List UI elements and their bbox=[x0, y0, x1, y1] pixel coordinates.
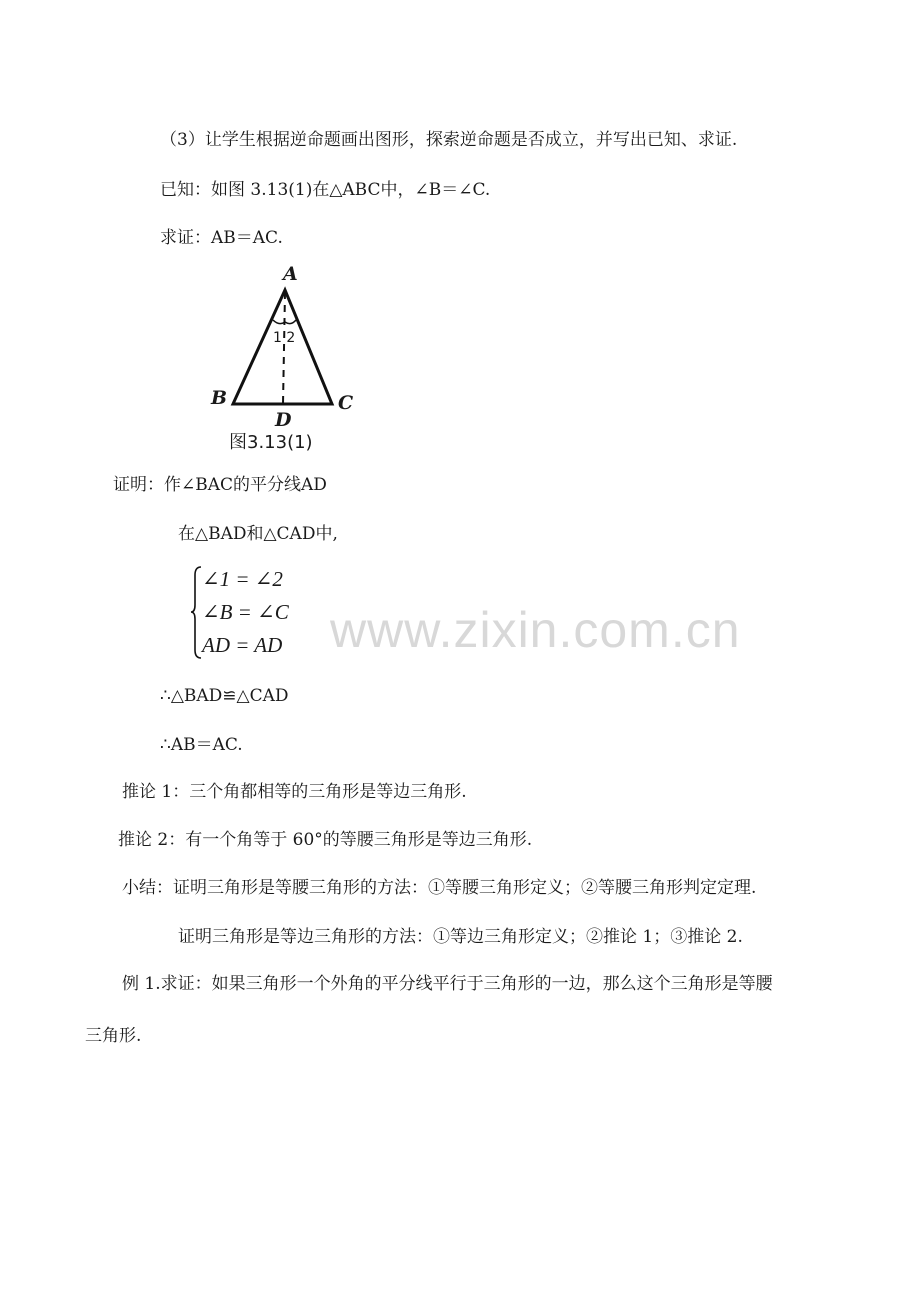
equation-system bbox=[190, 565, 330, 660]
equation-angle-b-c: ∠B = ∠C bbox=[202, 600, 289, 624]
corollary-1: 推论 1：三个角都相等的三角形是等边三角形. bbox=[122, 782, 467, 802]
angle-arc-2 bbox=[285, 320, 296, 324]
prove-paragraph: 求证：AB＝AC. bbox=[160, 228, 283, 248]
equation-angle-1-2: ∠1 = ∠2 bbox=[202, 567, 283, 591]
figure-caption: 图3.13(1) bbox=[229, 432, 313, 453]
therefore-congruent: ∴△BAD≌△CAD bbox=[160, 686, 289, 706]
step3-paragraph: （3）让学生根据逆命题画出图形，探索逆命题是否成立，并写出已知、求证. bbox=[160, 130, 738, 150]
summary-1: 小结：证明三角形是等腰三角形的方法：①等腰三角形定义；②等腰三角形判定定理. bbox=[122, 878, 757, 898]
angle-arc-1 bbox=[273, 320, 285, 324]
corollary-2: 推论 2：有一个角等于 60°的等腰三角形是等边三角形. bbox=[118, 830, 533, 850]
point-d-label: D bbox=[275, 409, 292, 431]
bisector-ad bbox=[283, 292, 285, 404]
example-1-line-2: 三角形. bbox=[85, 1026, 142, 1046]
watermark: www.zixin.com.cn bbox=[330, 602, 741, 658]
in-triangles-line: 在△BAD和△CAD中, bbox=[178, 524, 338, 544]
angle-marks-label: 1 2 bbox=[273, 330, 296, 346]
summary-2: 证明三角形是等边三角形的方法：①等边三角形定义；②推论 1；③推论 2. bbox=[178, 927, 743, 947]
triangle-figure bbox=[205, 262, 370, 462]
example-1-line-1: 例 1.求证：如果三角形一个外角的平分线平行于三角形的一边，那么这个三角形是等腰 bbox=[122, 974, 773, 994]
given-paragraph: 已知：如图 3.13(1)在△ABC中，∠B＝∠C. bbox=[160, 180, 491, 200]
therefore-equal: ∴AB＝AC. bbox=[160, 735, 243, 755]
proof-intro: 证明：作∠BAC的平分线AD bbox=[113, 475, 327, 495]
vertex-a-label: A bbox=[283, 263, 298, 285]
equation-ad-ad: AD = AD bbox=[202, 633, 283, 657]
vertex-c-label: C bbox=[338, 392, 354, 414]
vertex-b-label: B bbox=[211, 387, 228, 409]
